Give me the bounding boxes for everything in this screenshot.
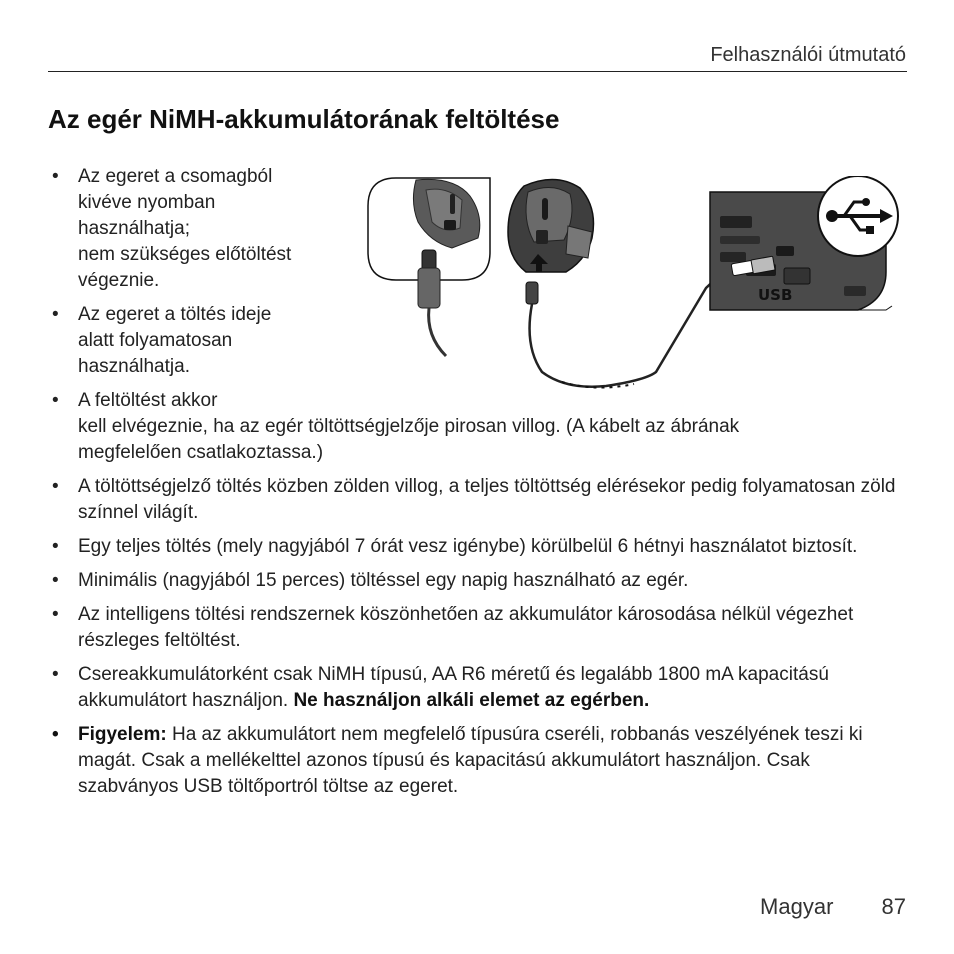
- list-item: [48, 534, 910, 560]
- bullet-text: Egy teljes töltés (mely nagyjából 7 órát vesz igénybe) körülbelül 6 hétnyi használatot biztosít.: [78, 536, 858, 557]
- bullet-line: megfelelően csatlakoztassa.): [78, 442, 324, 463]
- mouse-closeup-panel: [368, 178, 490, 356]
- bullet-icon: •: [52, 304, 59, 325]
- bullet-line: alatt folyamatosan: [78, 330, 233, 351]
- list-item: [48, 302, 328, 380]
- bullet-text: Minimális (nagyjából 15 perces) töltéssel egy napig használható az egér.: [78, 570, 689, 591]
- bullet-line: Az egeret a töltés ideje: [78, 304, 272, 325]
- charging-illustration: [366, 176, 910, 396]
- list-item: [48, 474, 910, 526]
- usb-trident-icon: [818, 176, 898, 256]
- bullet-line: A feltöltést akkor: [78, 390, 218, 411]
- bullet-icon: •: [52, 390, 59, 411]
- list-item: [48, 164, 328, 294]
- page-number: 87: [881, 894, 906, 919]
- mouse-body: [508, 179, 594, 304]
- footer-language: Magyar: [760, 894, 834, 919]
- bullet-bold-warning: Ne használjon alkáli elemet az egérben.: [293, 690, 650, 711]
- bullet-icon: •: [52, 166, 59, 187]
- running-header: Felhasználói útmutató: [710, 44, 906, 66]
- usb-port-label: USB: [758, 286, 793, 304]
- bullet-icon: •: [52, 570, 59, 591]
- bullet-line: kivéve nyomban: [78, 192, 216, 213]
- bullet-line: kell elvégeznie, ha az egér töltöttségjelzője pirosan villog. (A kábelt az ábrának: [78, 416, 740, 437]
- bullet-line: használhatja;: [78, 218, 190, 239]
- bullet-text: Csereakkumulátorként csak NiMH típusú, AA R6 méretű és legalább 1800 mA kapacitású akkumulátort használjon.: [78, 664, 829, 711]
- list-item: [48, 722, 910, 800]
- header-rule: [48, 71, 907, 72]
- page-title: Az egér NiMH-akkumulátorának feltöltése: [48, 104, 560, 134]
- bullet-icon: •: [52, 476, 59, 497]
- list-item: [48, 388, 910, 466]
- list-item: [48, 602, 910, 654]
- bullet-icon: •: [52, 664, 59, 685]
- bullet-icon: •: [52, 604, 59, 625]
- bullet-text: A töltöttségjelző töltés közben zölden villog, a teljes töltöttség elérésekor pedig folyamatosan zöld színnel világít.: [78, 476, 896, 523]
- list-item: [48, 662, 910, 714]
- page-footer: [760, 894, 906, 920]
- bullet-text: Ha az akkumulátort nem megfelelő típusúra cseréli, robbanás veszélyének teszi ki magát. Csak a mellékelttel azonos típusú és kapacitású akkumulátort használjon. Csak szabványos USB töltőportról töltse az egeret.: [78, 724, 863, 797]
- bullet-icon: •: [52, 724, 59, 745]
- bullet-icon: •: [52, 536, 59, 557]
- bullet-bold-lead: Figyelem:: [78, 724, 167, 745]
- bullet-line: végeznie.: [78, 270, 160, 291]
- bullet-line: nem szükséges előtöltést: [78, 244, 292, 265]
- list-item: [48, 568, 910, 594]
- bullet-line: használhatja.: [78, 356, 190, 377]
- bullet-text: Az intelligens töltési rendszernek köszönhetően az akkumulátor károsodása nélkül végezhet részleges feltöltést.: [78, 604, 854, 651]
- bullet-line: Az egeret a csomagból: [78, 166, 273, 187]
